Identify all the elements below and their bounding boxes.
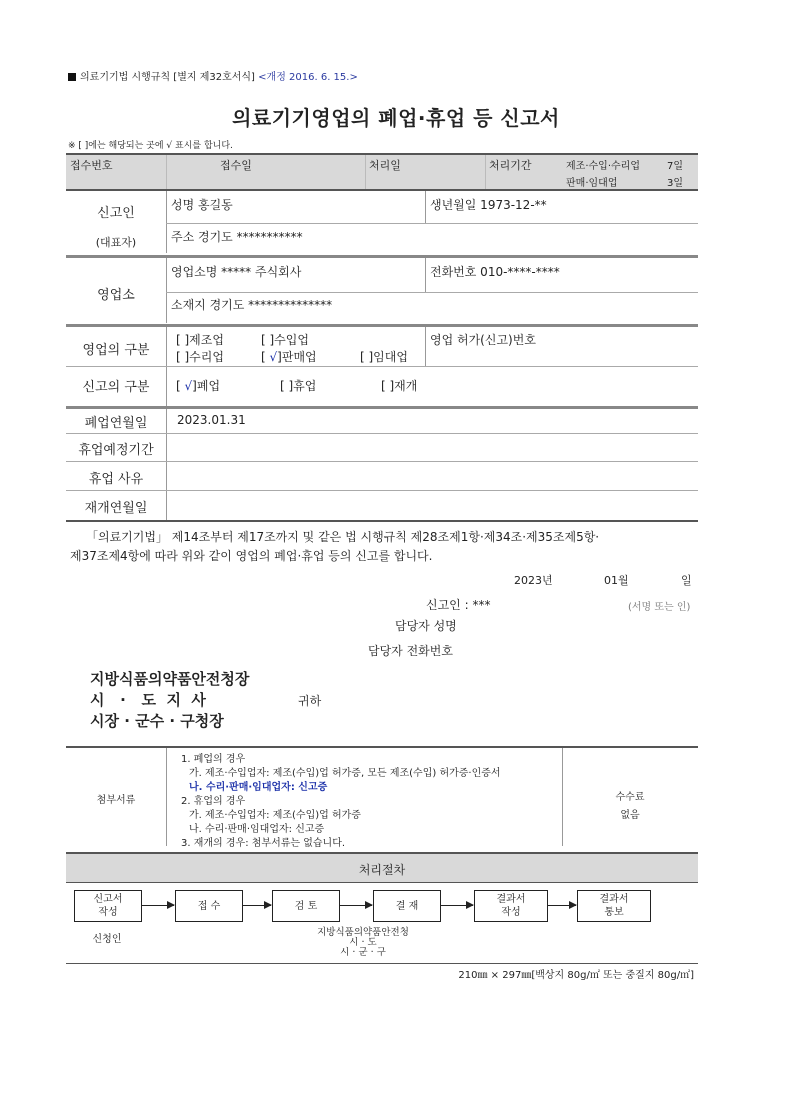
officer-name-label: 담당자 성명 <box>395 619 457 633</box>
bracket-open: [ <box>176 379 181 393</box>
closure-date-value: 2023.01.31 <box>177 413 246 427</box>
attachment-item-1b: 나. 수리·판매·임대업자: 신고증 <box>189 782 328 793</box>
receipt-date-label: 접수일 <box>220 159 252 172</box>
divider <box>166 327 167 407</box>
checkbox-closure[interactable] <box>176 377 220 394</box>
closure-date-label: 폐업연월일 <box>84 416 148 431</box>
business-location: 소재지 경기도 ************** <box>171 298 333 312</box>
divider <box>66 963 698 964</box>
checkbox-suspension[interactable]: [ ]휴업 <box>280 379 317 393</box>
period-manufacture-days: 7일 <box>667 161 684 172</box>
procedure-title: 처리절차 <box>358 863 406 877</box>
fee-label: 수수료 <box>615 792 645 803</box>
receipt-number-label: 접수번호 <box>70 159 113 172</box>
divider <box>66 324 698 327</box>
divider <box>66 461 698 462</box>
authority-line-1: 지방식품의약품안전청 <box>317 927 409 938</box>
process-date-label: 처리일 <box>369 159 401 172</box>
square-bullet-icon <box>68 73 76 81</box>
divider <box>66 746 698 748</box>
applicant-name: 성명 홍길동 <box>171 198 233 212</box>
business-type-label: 영업의 구분 <box>82 343 150 358</box>
addressee-line-3: 시장 · 군수 · 구청장 <box>90 712 224 730</box>
attachment-item-2a: 가. 제조·수입업자: 제조(수입)업 허가증 <box>189 810 361 821</box>
business-phone: 전화번호 010-****-**** <box>430 265 560 279</box>
business-label: 영업소 <box>97 288 135 303</box>
attachment-item-3: 3. 재개의 경우: 첨부서류는 없습니다. <box>181 838 346 849</box>
step-notify-result: 결과서 통보 <box>577 890 651 922</box>
divider <box>66 882 698 883</box>
checkbox-resumption[interactable]: [ ]재개 <box>381 379 418 393</box>
applicant-address: 주소 경기도 *********** <box>171 230 303 244</box>
license-number-label: 영업 허가(신고)번호 <box>430 333 536 347</box>
authority-line-2: 시 · 도 <box>349 937 377 948</box>
step-receipt: 접 수 <box>175 890 243 922</box>
checkbox-sales[interactable] <box>261 348 317 365</box>
divider <box>166 155 167 189</box>
suspension-reason-label: 휴업 사유 <box>88 472 144 487</box>
divider <box>66 406 698 409</box>
report-type-label: 신고의 구분 <box>82 380 150 395</box>
law-reference: 의료기기법 시행규칙 [별지 제32호서식] <box>80 72 255 83</box>
applicant-sublabel: (대표자) <box>95 236 137 249</box>
step-review: 검 토 <box>272 890 340 922</box>
divider <box>425 191 426 223</box>
divider <box>66 366 698 367</box>
divider <box>166 409 167 521</box>
applicant-label: 신고인 <box>97 206 135 221</box>
checkbox-repair[interactable]: [ ]수리업 <box>176 350 224 364</box>
divider <box>66 189 698 191</box>
arrow-right-icon <box>440 905 473 906</box>
applicant-birthdate: 생년월일 1973-12-** <box>430 198 547 212</box>
signature-note: (서명 또는 인) <box>628 602 691 613</box>
check-mark-icon: √ <box>184 379 193 393</box>
divider <box>166 223 698 224</box>
step-approval: 결 재 <box>373 890 441 922</box>
revision-date: <개정 2016. 6. 15.> <box>258 72 358 83</box>
divider <box>66 520 698 522</box>
divider <box>66 433 698 434</box>
divider <box>66 255 698 258</box>
paper-spec: 210㎜ × 297㎜[백상지 80g/㎡ 또는 중질지 80g/㎡] <box>458 970 694 981</box>
officer-phone-label: 담당자 전화번호 <box>368 644 453 658</box>
period-manufacture-type: 제조·수입·수리업 <box>566 161 640 172</box>
period-sales-type: 판매·임대업 <box>566 178 618 189</box>
divider <box>166 292 698 293</box>
sales-label: ]판매업 <box>277 350 317 364</box>
divider <box>425 327 426 366</box>
divider <box>166 748 167 846</box>
period-sales-days: 3일 <box>667 178 684 189</box>
check-mark-icon: √ <box>269 350 278 364</box>
closure-label: ]폐업 <box>192 379 221 393</box>
honorific: 귀하 <box>298 694 322 708</box>
attachment-item-2b: 나. 수리·판매·임대업자: 신고증 <box>189 824 325 835</box>
step-write-result: 결과서 작성 <box>474 890 548 922</box>
form-reference <box>68 68 358 83</box>
reporter-name: 신고인 : *** <box>426 598 491 612</box>
authority-line-3: 시 · 군 · 구 <box>340 947 386 958</box>
business-name: 영업소명 ***** 주식회사 <box>171 265 302 279</box>
declaration-line-2: 제37조제4항에 따라 위와 같이 영업의 폐업·휴업 등의 신고를 합니다. <box>70 549 433 563</box>
attachment-item-2: 2. 휴업의 경우 <box>181 796 246 807</box>
form-title: 의료기기영업의 폐업·휴업 등 신고서 <box>232 106 560 130</box>
declaration-line-1: 「의료기기법」 제14조부터 제17조까지 및 같은 법 시행규칙 제28조제1항·제34조·제35조제5항· <box>86 530 600 544</box>
authority-actor <box>278 928 448 958</box>
fee-value: 없음 <box>620 810 640 821</box>
divider <box>166 258 167 323</box>
divider <box>365 155 366 189</box>
declaration-year: 2023년 <box>514 574 553 587</box>
divider <box>166 191 167 253</box>
checkbox-import[interactable]: [ ]수입업 <box>261 333 309 347</box>
step-write-report: 신고서 작성 <box>74 890 142 922</box>
attachment-item-1a: 가. 제조·수입업자: 제조(수입)업 허가증, 모든 제조(수입) 허가증·인증서 <box>189 768 501 779</box>
checkbox-instruction: ※ [ ]에는 해당되는 곳에 √ 표시를 합니다. <box>68 141 233 151</box>
checkbox-manufacture[interactable]: [ ]제조업 <box>176 333 224 347</box>
addressee-line-1: 지방식품의약품안전청장 <box>90 670 250 688</box>
arrow-right-icon <box>547 905 576 906</box>
attachments-label: 첨부서류 <box>96 795 136 806</box>
divider <box>425 258 426 292</box>
arrow-right-icon <box>141 905 174 906</box>
resumption-date-label: 재개연월일 <box>84 501 148 516</box>
processing-period-label: 처리기간 <box>489 159 532 172</box>
divider <box>485 155 486 189</box>
declaration-month: 01월 <box>604 574 629 587</box>
suspension-period-label: 휴업예정기간 <box>78 443 154 458</box>
arrow-right-icon <box>339 905 372 906</box>
declaration-day: 일 <box>681 574 692 587</box>
checkbox-rental[interactable]: [ ]임대업 <box>360 350 408 364</box>
bracket-open: [ <box>261 350 266 364</box>
arrow-right-icon <box>242 905 271 906</box>
addressee-line-2: 시 · 도 지 사 <box>90 691 206 709</box>
attachment-item-1: 1. 폐업의 경우 <box>181 754 246 765</box>
applicant-actor: 신청인 <box>92 934 122 945</box>
divider <box>66 490 698 491</box>
